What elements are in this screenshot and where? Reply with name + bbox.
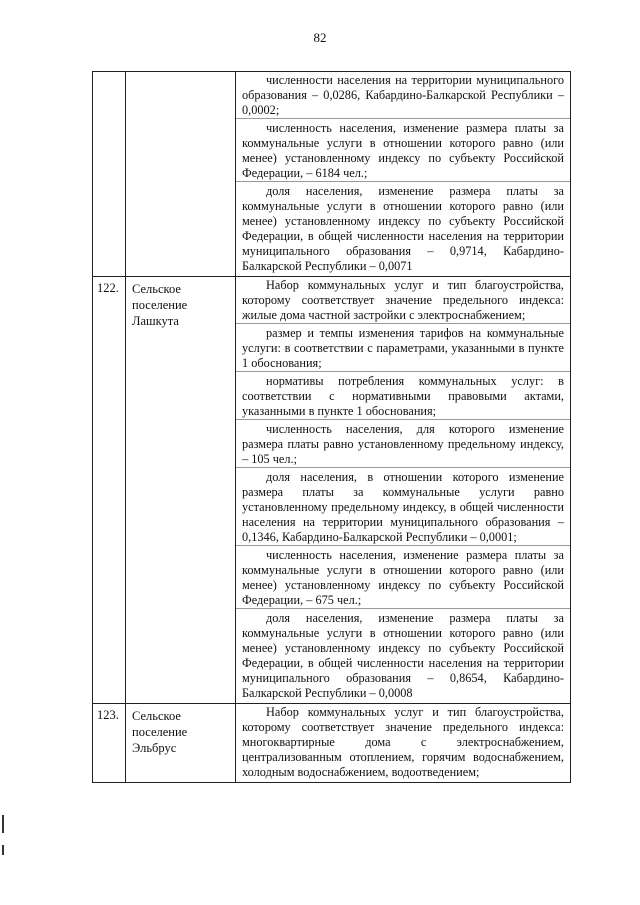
description-paragraph: численность населения, изменение размера платы за коммунальные услуги в отношении которого равно (или менее) установленному индексу по субъекту Российской Федерации, – 675 чел.; [236,548,570,609]
settlement-name [126,277,236,704]
settlement-name-line: Сельское [132,709,181,723]
settlement-name-line: Эльбрус [132,741,177,755]
settlement-name-line: поселение [132,725,188,739]
description-cell [236,72,571,277]
description-cell [236,704,571,783]
description-paragraph: размер и темпы изменения тарифов на коммунальные услуги: в соответствии с параметрами, указанными в пункте 1 обоснования; [236,326,570,372]
table-row [93,704,571,783]
settlement-name [126,704,236,783]
description-paragraph: доля населения, в отношении которого изменение размера платы за коммунальные услуги равно установленному предельному индексу, в общей численности населения на территории муниципального образования – 0,1346, Кабардино-Балкарской Республики – 0,0001; [236,470,570,546]
row-number: 123. [93,704,126,783]
description-paragraph: нормативы потребления коммунальных услуг: в соответствии с нормативными правовыми актами, указанными в пункте 1 обоснования; [236,374,570,420]
settlement-name-line: Лашкута [132,314,179,328]
description-paragraph: Набор коммунальных услуг и тип благоустройства, которому соответствует значение предельного индекса: жилые дома частной застройки с электроснабжением; [236,278,570,324]
scan-artifact [2,845,4,855]
description-paragraph: численность населения, изменение размера платы за коммунальные услуги в отношении которого равно (или менее) установленному индексу по субъекту Российской Федерации, – 6184 чел.; [236,121,570,182]
description-paragraph: численность населения, для которого изменение размера платы равно установленному предельному индексу, – 105 чел.; [236,422,570,468]
row-number [93,72,126,277]
table-row [93,72,571,277]
scan-artifact [2,815,4,833]
settlement-name-line: Сельское [132,282,181,296]
page-number: 82 [313,30,327,45]
table-row [93,277,571,704]
description-paragraph: численности населения на территории муниципального образования – 0,0286, Кабардино-Балкарской Республики – 0,0002; [236,73,570,119]
settlement-name-line: поселение [132,298,188,312]
document-table [92,71,571,783]
settlement-name [126,72,236,277]
row-number: 122. [93,277,126,704]
table-body [93,72,571,783]
description-paragraph: доля населения, изменение размера платы за коммунальные услуги в отношении которого равно (или менее) установленному индексу по субъекту Российской Федерации, в общей численности населения на территории муниципального образования – 0,8654, Кабардино-Балкарской Республики – 0,0008 [242,611,564,700]
description-paragraph: доля населения, изменение размера платы за коммунальные услуги в отношении которого равно (или менее) установленному индексу по субъекту Российской Федерации, в общей численности населения на территории муниципального образования – 0,9714, Кабардино-Балкарской Республики – 0,0071 [242,184,564,273]
description-cell [236,277,571,704]
description-paragraph: Набор коммунальных услуг и тип благоустройства, которому соответствует значение предельного индекса: многоквартирные дома с электроснабжением, централизованным отоплением, горячим водоснабжением, холодным водоснабжением, водоотведением; [242,705,564,779]
